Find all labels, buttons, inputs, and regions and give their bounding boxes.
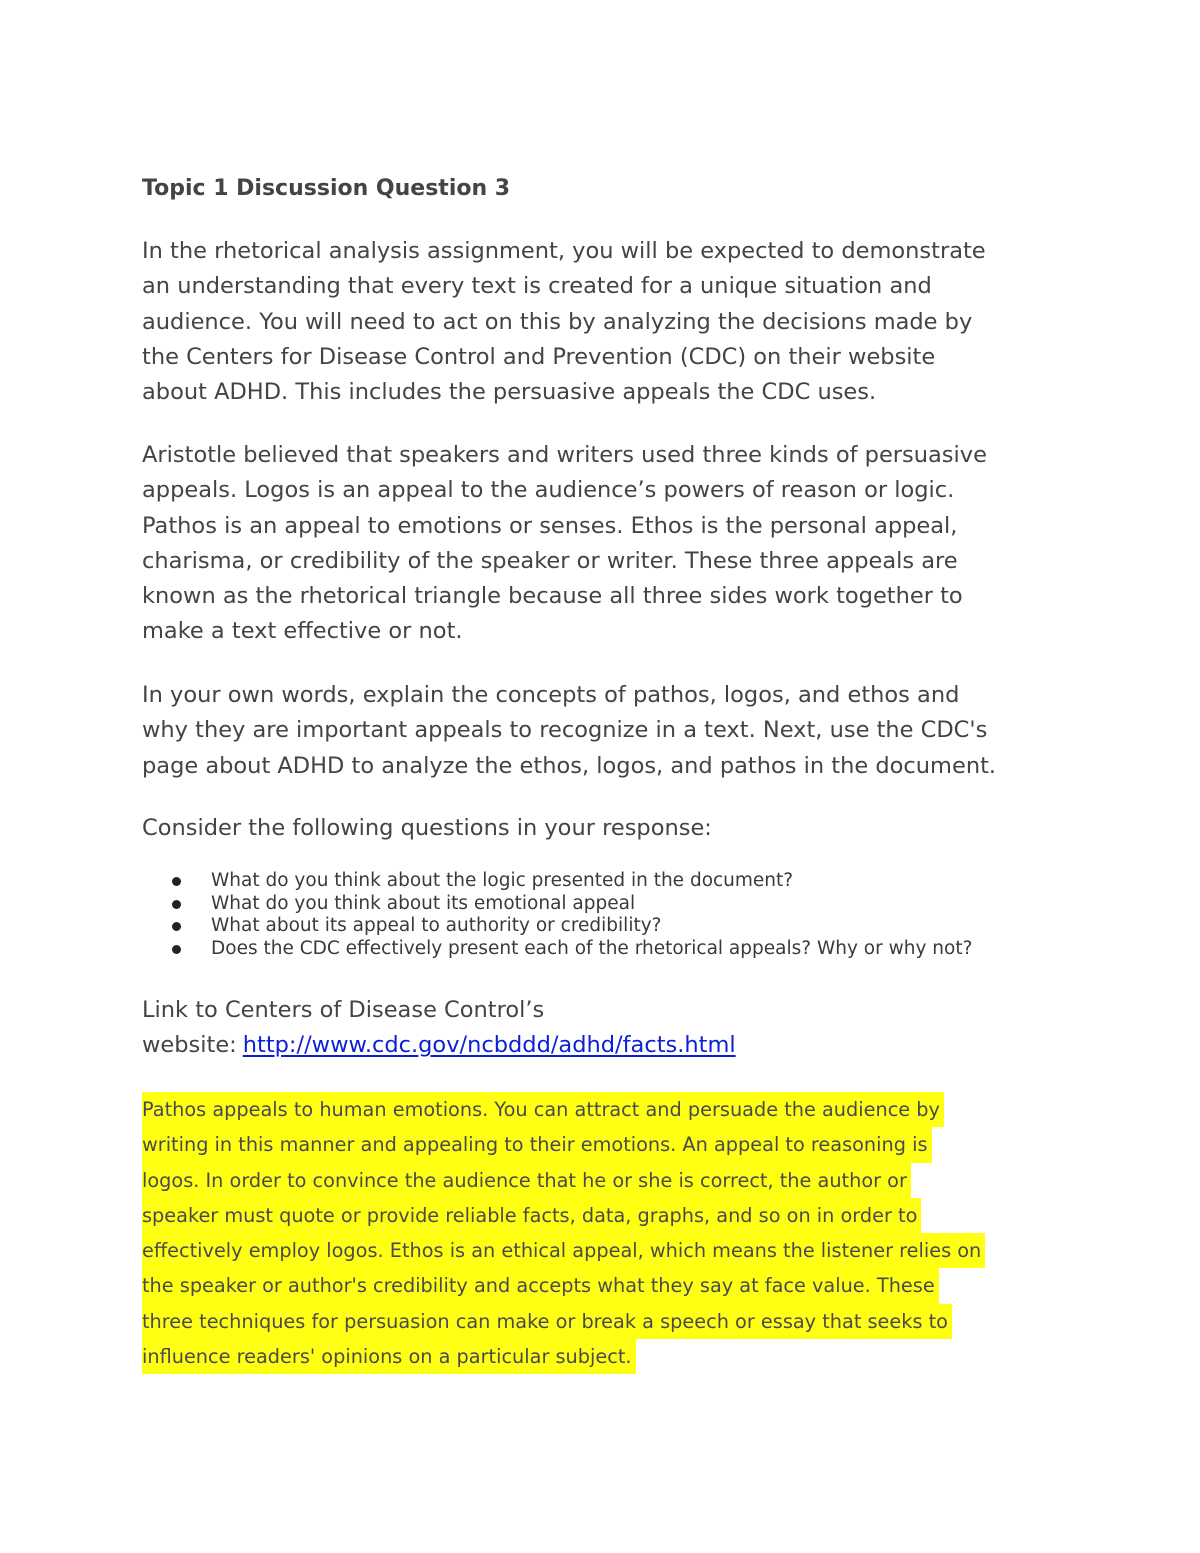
answer-row bbox=[142, 1163, 985, 1198]
text-line: the Centers for Disease Control and Prevention (CDC) on their website bbox=[142, 343, 936, 370]
cdc-link[interactable]: http://www.cdc.gov/ncbddd/adhd/facts.html bbox=[242, 1032, 736, 1059]
list-item bbox=[172, 915, 972, 938]
text-line: Aristotle believed that speakers and writers used three kinds of persuasive bbox=[142, 442, 987, 468]
text-line: In the rhetorical analysis assignment, you will be expected to demonstrate bbox=[142, 238, 986, 264]
question-list bbox=[172, 870, 972, 960]
list-item bbox=[172, 870, 972, 893]
text-line: page about ADHD to analyze the ethos, logos, and pathos in the document. bbox=[142, 752, 997, 779]
instructions-paragraph bbox=[142, 678, 996, 784]
answer-row bbox=[142, 1268, 985, 1303]
list-item bbox=[172, 938, 972, 961]
text-line: why they are important appeals to recognize in a text. Next, use the CDC's bbox=[142, 717, 988, 744]
bullet-icon bbox=[172, 877, 181, 886]
text-line: charisma, or credibility of the speaker or writer. These three appeals are bbox=[142, 547, 958, 574]
link-label: Link to Centers of Disease Control’s bbox=[142, 997, 545, 1023]
highlighted-line: Pathos appeals to human emotions. You can attract and persuade the audience by bbox=[142, 1092, 944, 1127]
answer-row bbox=[142, 1233, 985, 1268]
document-title: Topic 1 Discussion Question 3 bbox=[142, 176, 511, 201]
highlighted-line: influence readers' opinions on a particular subject. bbox=[142, 1339, 636, 1374]
intro-paragraph bbox=[142, 234, 986, 410]
text-line: known as the rhetorical triangle because all three sides work together to bbox=[142, 583, 963, 610]
text-line: Pathos is an appeal to emotions or senses. Ethos is the personal appeal, bbox=[142, 512, 958, 539]
highlighted-line: three techniques for persuasion can make or break a speech or essay that seeks to bbox=[142, 1304, 952, 1339]
answer-row bbox=[142, 1304, 985, 1339]
highlighted-line: effectively employ logos. Ethos is an ethical appeal, which means the listener relies on bbox=[142, 1233, 985, 1268]
text-line: an understanding that every text is created for a unique situation and bbox=[142, 273, 932, 300]
list-item-text: What do you think about the logic presented in the document? bbox=[211, 870, 794, 891]
answer-row bbox=[142, 1092, 985, 1127]
highlighted-line: speaker must quote or provide reliable facts, data, graphs, and so on in order to bbox=[142, 1198, 921, 1233]
cdc-link-block bbox=[142, 993, 736, 1064]
answer-row bbox=[142, 1198, 985, 1233]
text-line: audience. You will need to act on this by analyzing the decisions made by bbox=[142, 308, 973, 335]
text-line: about ADHD. This includes the persuasive appeals the CDC uses. bbox=[142, 379, 877, 406]
answer-row bbox=[142, 1339, 985, 1374]
list-item-text: Does the CDC effectively present each of the rhetorical appeals? Why or why not? bbox=[211, 937, 973, 959]
text-line: make a text effective or not. bbox=[142, 618, 463, 645]
list-item-text: What do you think about its emotional appeal bbox=[211, 892, 636, 914]
highlighted-answer bbox=[142, 1092, 985, 1374]
bullet-icon bbox=[172, 900, 181, 909]
consider-paragraph: Consider the following questions in your response: bbox=[142, 815, 712, 841]
aristotle-paragraph bbox=[142, 438, 987, 650]
highlighted-line: the speaker or author's credibility and accepts what they say at face value. These bbox=[142, 1268, 939, 1303]
list-item bbox=[172, 893, 972, 916]
text-line: appeals. Logos is an appeal to the audience’s powers of reason or logic. bbox=[142, 477, 955, 504]
answer-row bbox=[142, 1127, 985, 1162]
link-prefix: website: bbox=[142, 1032, 237, 1059]
text-line: In your own words, explain the concepts of pathos, logos, and ethos and bbox=[142, 682, 960, 708]
link-line bbox=[142, 1028, 736, 1063]
bullet-icon bbox=[172, 922, 181, 931]
bullet-icon bbox=[172, 945, 181, 954]
highlighted-line: logos. In order to convince the audience that he or she is correct, the author or bbox=[142, 1163, 911, 1198]
list-item-text: What about its appeal to authority or credibility? bbox=[211, 915, 662, 937]
highlighted-line: writing in this manner and appealing to their emotions. An appeal to reasoning is bbox=[142, 1127, 932, 1162]
